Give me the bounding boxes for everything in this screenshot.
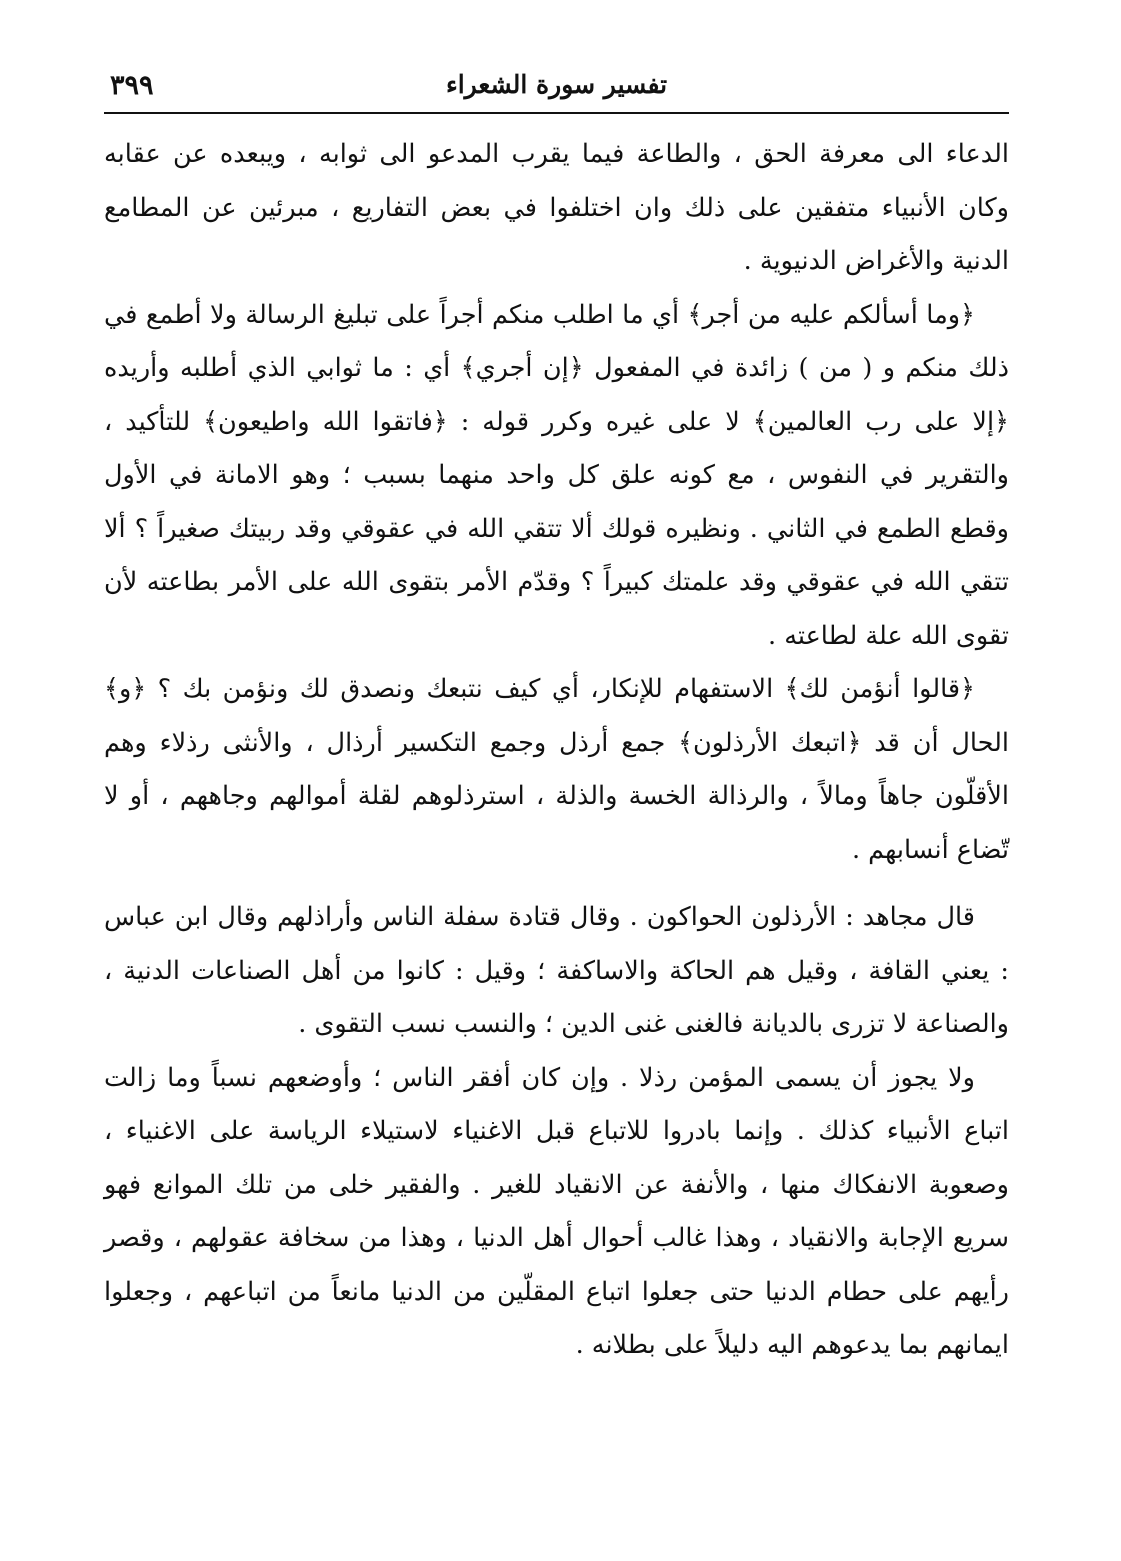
paragraph-3: ﴿قالوا أنؤمن لك﴾ الاستفهام للإنكار، أي كيف نتبعك ونصدق لك ونؤمن بك ؟ ﴿و﴾ الحال أن قد ﴿اتبعك الأرذلون﴾ جمع أرذل وجمع التكسير أرذال ، والأنثى رذلاء وهم الأقلّون جاهاً ومالاً ، والرذالة الخسة والذلة ، استرذلوهم لقلة أموالهم وجاههم ، أو لا تّضاع أنسابهم .	[104, 674, 1009, 865]
paragraph-4: قال مجاهد : الأرذلون الحواكون . وقال قتادة سفلة الناس وأراذلهم وقال ابن عباس : يعني القافة ، وقيل هم الحاكة والاساكفة ؛ وقيل : كانوا من أهل الصناعات الدنية ، والصناعة لا تزرى بالديانة فالغنى غنى الدين ؛ والنسب نسب التقوى .	[104, 902, 1009, 1039]
page-body	[104, 128, 1009, 1373]
paragraph-2: ﴿وما أسألكم عليه من أجر﴾ أي ما اطلب منكم أجراً على تبليغ الرسالة ولا أطمع في ذلك منكم و ( من ) زائدة في المفعول ﴿إن أجري﴾ أي : ما ثوابي الذي أطلبه وأريده ﴿إلا على رب العالمين﴾ لا على غيره وكرر قوله : ﴿فاتقوا الله واطيعون﴾ للتأكيد ، والتقرير في النفوس ، مع كونه علق كل واحد منهما بسبب ؛ وهو الامانة في الأول وقطع الطمع في الثاني . ونظيره قولك ألا تتقي الله في عقوقي وقد ربيتك صغيراً ؟ ألا تتقي الله في عقوقي وقد علمتك كبيراً ؟ وقدّم الأمر بتقوى الله على الأمر بطاعته لأن تقوى الله علة لطاعته .	[104, 299, 1009, 651]
paragraph-5: ولا يجوز أن يسمى المؤمن رذلا . وإن كان أفقر الناس ؛ وأوضعهم نسباً وما زالت اتباع الأنبياء كذلك . وإنما بادروا للاتباع قبل الاغنياء لاستيلاء الرياسة على الاغنياء ، وصعوبة الانفكاك منها ، والأنفة عن الانقياد للغير . والفقير خلى من تلك الموانع فهو سريع الإجابة والانقياد ، وهذا غالب أحوال أهل الدنيا ، وهذا من سخافة عقولهم ، وقصر رأيهم على حطام الدنيا حتى جعلوا اتباع المقلّين من الدنيا مانعاً من اتباعهم ، وجعلوا ايمانهم بما يدعوهم اليه دليلاً على بطلانه .	[104, 1062, 1009, 1360]
running-title: تفسير سورة الشعراء	[445, 70, 668, 99]
page-number: ٣٩٩	[110, 70, 154, 101]
page-header	[104, 60, 1009, 114]
paragraph-1: الدعاء الى معرفة الحق ، والطاعة فيما يقرب المدعو الى ثوابه ، ويبعده عن عقابه وكان الأنبياء متفقين على ذلك وان اختلفوا في بعض التفاريع ، مبرئين عن المطامع الدنية والأغراض الدنيوية .	[104, 139, 1009, 276]
book-page	[104, 60, 1009, 1520]
